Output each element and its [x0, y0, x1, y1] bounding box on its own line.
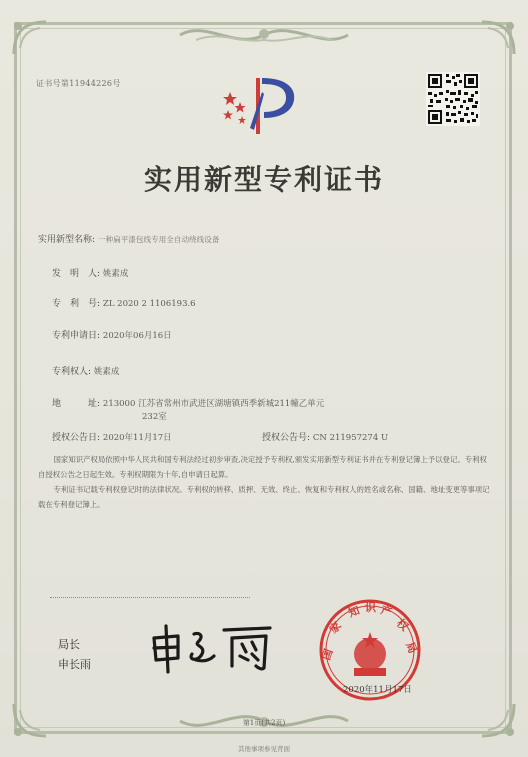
field-address	[52, 396, 324, 409]
field-label: 授权公告号:	[262, 433, 311, 443]
field-label: 地 址:	[52, 399, 101, 409]
field-value: ZL 2020 2 1106193.6	[102, 299, 196, 309]
field-value: 2020年11月17日	[102, 433, 172, 443]
field-value: 213000 江苏省常州市武进区湖塘镇西季新城211幢乙单元	[102, 399, 325, 409]
svg-text:家: 家	[326, 619, 344, 637]
svg-text:权: 权	[393, 616, 411, 634]
signatory-role: 局长	[58, 638, 80, 651]
field-utility-model-name	[38, 232, 219, 245]
field-filing-date	[52, 328, 172, 341]
field-inventor	[52, 266, 128, 279]
field-value: 姚素成	[102, 269, 129, 279]
field-value: 一种扁平漆包线专用全自动绕线设备	[97, 235, 220, 244]
seal-date: 2020年11月17日	[343, 685, 412, 695]
field-announcement-number	[262, 430, 388, 443]
certificate-body-text	[38, 452, 490, 512]
qr-code-icon	[426, 72, 480, 126]
field-label: 授权公告日:	[52, 433, 101, 443]
svg-text:识: 识	[365, 601, 376, 614]
corner-ornament-top-left	[10, 18, 50, 58]
divider	[50, 597, 250, 598]
handwritten-signature-icon	[148, 620, 278, 674]
body-paragraph: 专利证书记载专利权登记时的法律状况。专利权的转移、质押、无效、终止、恢复和专利权人的姓名或名称、国籍、地址变更等事项记载在专利登记簿上。	[38, 485, 490, 509]
field-label: 专利申请日:	[52, 331, 101, 341]
certificate-number: 证书号第11944226号	[36, 79, 121, 88]
field-announcement-date	[52, 430, 172, 443]
svg-text:局: 局	[403, 640, 420, 656]
field-patentee	[52, 364, 119, 377]
corner-ornament-top-right	[478, 18, 518, 58]
field-address-line2	[142, 410, 167, 422]
body-paragraph: 国家知识产权局依照中华人民共和国专利法经过初步审查,决定授予专利权,颁发实用新型专利证书并在专利登记簿上予以登记。专利权自授权公告之日起生效。专利权期限为十年,自申请日起算。	[38, 455, 487, 479]
field-label: 实用新型名称:	[38, 235, 96, 245]
field-value: 232室	[142, 412, 167, 422]
field-label: 发 明 人:	[52, 269, 101, 279]
field-patent-number	[52, 296, 196, 309]
svg-text:知: 知	[346, 603, 362, 620]
page-number: 第1页(共2页)	[242, 719, 286, 727]
field-value: 2020年06月16日	[102, 331, 172, 341]
svg-text:产: 产	[379, 603, 394, 620]
field-label: 专利权人:	[52, 367, 92, 377]
field-label: 专 利 号:	[52, 299, 101, 309]
certificate-title: 实用新型专利证书	[143, 163, 384, 196]
field-value: CN 211957274 U	[312, 433, 389, 443]
top-ornament	[176, 22, 352, 48]
field-value: 姚素成	[93, 367, 120, 377]
signatory-name: 申长雨	[58, 658, 91, 671]
svg-text:国: 国	[319, 647, 336, 663]
patent-office-logo-icon	[216, 72, 300, 136]
footer-note: 其他事项参见背面	[238, 745, 290, 753]
